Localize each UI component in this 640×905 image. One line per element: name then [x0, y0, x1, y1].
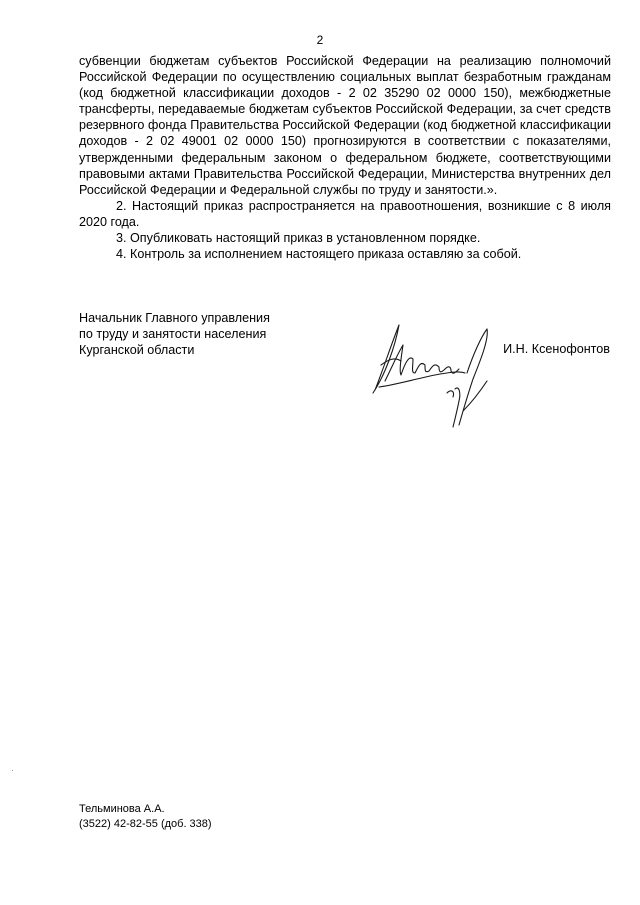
page-number: 2 [316, 33, 324, 47]
signer-position-line-2: по труду и занятости населения [79, 327, 267, 342]
executor-name: Тельминова А.А. [79, 803, 165, 815]
executor-phone: (3522) 42-82-55 (доб. 338) [79, 818, 212, 830]
executor-info [79, 802, 212, 832]
handwritten-signature [355, 315, 505, 435]
body-paragraph-1: субвенции бюджетам субъектов Российской Федерации на реализацию полномочий Российской Федерации по осуществлению социальных выплат безработным гражданам (код бюджетной классификации доходов - 2 02 35290 02 0000 150), межбюджетные трансферты, передаваемые бюджетам субъектов Российской Федерации, за счет средств резервного фонда Правительства Российской Федерации (код бюджетной классификации доходов - 2 02 49001 02 0000 150) прогнозируются в соответствии с показателями, утвержденными федеральным законом о федеральном бюджете, соответствующими правовыми актами Правительства Российской Федерации, Министерства внутренних дел Российской Федерации и Федеральной службы по труду и занятости.». [79, 54, 611, 197]
signer-position-line-1: Начальник Главного управления [79, 311, 270, 325]
signer-position-line-3: Курганской области [79, 343, 195, 358]
document-body [79, 53, 611, 262]
body-paragraph-3: 3. Опубликовать настоящий приказ в установленном порядке. [116, 231, 481, 246]
body-paragraph-4: 4. Контроль за исполнением настоящего приказа оставляю за собой. [116, 247, 522, 262]
scan-dot [12, 770, 13, 771]
signer-position [79, 310, 379, 358]
signer-name: И.Н. Ксенофонтов [503, 342, 610, 356]
body-paragraph-2: 2. Настоящий приказ распространяется на правоотношения, возникшие с 8 июля 2020 года. [79, 198, 611, 229]
